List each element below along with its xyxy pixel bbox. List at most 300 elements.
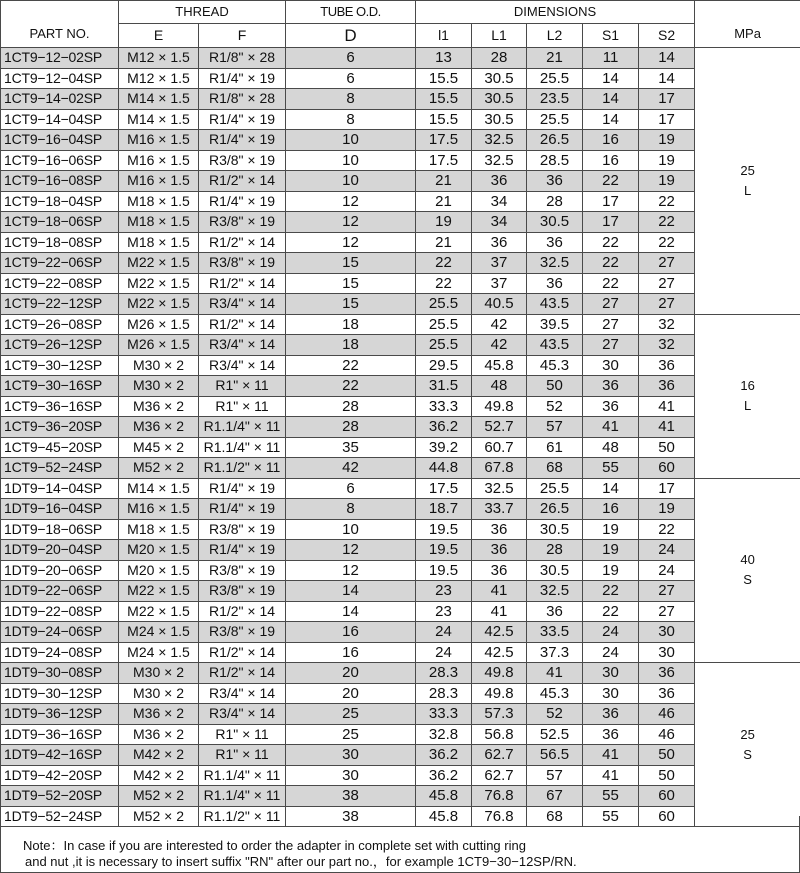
thread-e-cell: M16 × 1.5 bbox=[119, 171, 199, 192]
dim-L2-cell: 36 bbox=[527, 171, 583, 192]
thread-f-cell: R1/4" × 19 bbox=[199, 540, 286, 561]
thread-e-cell: M14 × 1.5 bbox=[119, 478, 199, 499]
table-row bbox=[1, 68, 800, 89]
dim-l1-cell: 36.2 bbox=[416, 417, 472, 438]
thread-e-cell: M18 × 1.5 bbox=[119, 212, 199, 233]
part-no-cell: 1CT9−30−16SP bbox=[1, 376, 119, 397]
thread-f-cell: R1/2" × 14 bbox=[199, 171, 286, 192]
dim-S2-cell: 27 bbox=[639, 273, 695, 294]
dim-S2-cell: 27 bbox=[639, 581, 695, 602]
thread-e-cell: M22 × 1.5 bbox=[119, 253, 199, 274]
thread-f-cell: R3/8" × 19 bbox=[199, 519, 286, 540]
dim-L2-cell: 57 bbox=[527, 417, 583, 438]
pressure-value: 25 bbox=[740, 726, 755, 742]
dim-S2-cell: 60 bbox=[639, 458, 695, 479]
thread-e-cell: M22 × 1.5 bbox=[119, 581, 199, 602]
thread-e-cell: M16 × 1.5 bbox=[119, 499, 199, 520]
part-no-cell: 1DT9−36−16SP bbox=[1, 724, 119, 745]
dim-S1-cell: 22 bbox=[583, 253, 639, 274]
dim-L2-cell: 37.3 bbox=[527, 642, 583, 663]
tube-od-cell: 6 bbox=[286, 68, 416, 89]
thread-e-cell: M36 × 2 bbox=[119, 396, 199, 417]
thread-f-cell: R1/4" × 19 bbox=[199, 130, 286, 151]
dim-S2-cell: 22 bbox=[639, 232, 695, 253]
dim-l1-cell: 25.5 bbox=[416, 335, 472, 356]
dim-S1-cell: 14 bbox=[583, 89, 639, 110]
thread-e-cell: M24 × 1.5 bbox=[119, 622, 199, 643]
tube-od-cell: 12 bbox=[286, 540, 416, 561]
dim-S2-cell: 46 bbox=[639, 704, 695, 725]
pressure-series-cell bbox=[695, 48, 800, 315]
dim-L1-cell: 60.7 bbox=[472, 437, 527, 458]
tube-od-cell: 15 bbox=[286, 294, 416, 315]
dim-l1-cell: 25.5 bbox=[416, 314, 472, 335]
dim-S2-cell: 36 bbox=[639, 376, 695, 397]
tube-od-cell: 16 bbox=[286, 642, 416, 663]
table-row bbox=[1, 212, 800, 233]
dim-l1-cell: 28.3 bbox=[416, 663, 472, 684]
thread-f-cell: R3/8" × 19 bbox=[199, 560, 286, 581]
dim-L1-cell: 30.5 bbox=[472, 89, 527, 110]
dim-L2-cell: 39.5 bbox=[527, 314, 583, 335]
dim-L1-cell: 57.3 bbox=[472, 704, 527, 725]
pressure-series-cell bbox=[695, 478, 800, 663]
dim-L1-cell: 76.8 bbox=[472, 806, 527, 827]
tube-od-cell: 8 bbox=[286, 109, 416, 130]
dim-L1-cell: 49.8 bbox=[472, 396, 527, 417]
part-no-cell: 1CT9−22−08SP bbox=[1, 273, 119, 294]
dim-l1-cell: 45.8 bbox=[416, 806, 472, 827]
tube-od-cell: 18 bbox=[286, 335, 416, 356]
thread-f-cell: R3/8" × 19 bbox=[199, 150, 286, 171]
dim-l1-cell: 17.5 bbox=[416, 150, 472, 171]
dim-L1-cell: 36 bbox=[472, 560, 527, 581]
dim-S1-cell: 55 bbox=[583, 806, 639, 827]
tube-od-cell: 42 bbox=[286, 458, 416, 479]
series-letter: S bbox=[743, 746, 752, 762]
dim-L2-cell: 26.5 bbox=[527, 130, 583, 151]
table-row bbox=[1, 786, 800, 807]
pressure-series-cell bbox=[695, 314, 800, 478]
part-no-cell: 1CT9−16−04SP bbox=[1, 130, 119, 151]
thread-f-cell: R1" × 11 bbox=[199, 396, 286, 417]
table-row bbox=[1, 519, 800, 540]
part-no-cell: 1CT9−45−20SP bbox=[1, 437, 119, 458]
dim-S2-cell: 60 bbox=[639, 806, 695, 827]
dim-S2-cell: 22 bbox=[639, 212, 695, 233]
dim-L1-cell: 36 bbox=[472, 540, 527, 561]
dim-L2-cell: 32.5 bbox=[527, 581, 583, 602]
thread-e-cell: M14 × 1.5 bbox=[119, 89, 199, 110]
dim-S2-cell: 17 bbox=[639, 89, 695, 110]
tube-od-cell: 28 bbox=[286, 396, 416, 417]
dim-L2-cell: 30.5 bbox=[527, 560, 583, 581]
dim-l1-cell: 24 bbox=[416, 622, 472, 643]
thread-e-cell: M22 × 1.5 bbox=[119, 601, 199, 622]
thread-e-cell: M42 × 2 bbox=[119, 745, 199, 766]
dim-l1-cell: 18.7 bbox=[416, 499, 472, 520]
header-L1: L1 bbox=[472, 24, 527, 48]
dim-S2-cell: 24 bbox=[639, 540, 695, 561]
tube-od-cell: 8 bbox=[286, 89, 416, 110]
dim-L2-cell: 61 bbox=[527, 437, 583, 458]
dim-S1-cell: 22 bbox=[583, 273, 639, 294]
dim-l1-cell: 23 bbox=[416, 581, 472, 602]
dim-l1-cell: 31.5 bbox=[416, 376, 472, 397]
dim-S2-cell: 14 bbox=[639, 68, 695, 89]
part-no-cell: 1CT9−30−12SP bbox=[1, 355, 119, 376]
part-no-cell: 1DT9−30−12SP bbox=[1, 683, 119, 704]
part-no-cell: 1DT9−52−20SP bbox=[1, 786, 119, 807]
dim-L1-cell: 67.8 bbox=[472, 458, 527, 479]
dim-l1-cell: 21 bbox=[416, 191, 472, 212]
dim-L1-cell: 42 bbox=[472, 335, 527, 356]
dim-L1-cell: 41 bbox=[472, 601, 527, 622]
dim-S1-cell: 14 bbox=[583, 68, 639, 89]
table-row bbox=[1, 540, 800, 561]
dim-L2-cell: 23.5 bbox=[527, 89, 583, 110]
dim-S1-cell: 55 bbox=[583, 786, 639, 807]
dim-L1-cell: 30.5 bbox=[472, 68, 527, 89]
thread-f-cell: R1/4" × 19 bbox=[199, 499, 286, 520]
dim-S2-cell: 36 bbox=[639, 663, 695, 684]
dim-L2-cell: 25.5 bbox=[527, 109, 583, 130]
table-row bbox=[1, 478, 800, 499]
pressure-value: 40 bbox=[740, 552, 755, 568]
table-row bbox=[1, 581, 800, 602]
dim-S2-cell: 46 bbox=[639, 724, 695, 745]
thread-f-cell: R1.1/4" × 11 bbox=[199, 765, 286, 786]
dim-l1-cell: 22 bbox=[416, 273, 472, 294]
thread-e-cell: M22 × 1.5 bbox=[119, 294, 199, 315]
thread-e-cell: M20 × 1.5 bbox=[119, 540, 199, 561]
thread-f-cell: R1.1/4" × 11 bbox=[199, 437, 286, 458]
dim-l1-cell: 44.8 bbox=[416, 458, 472, 479]
part-no-cell: 1DT9−42−20SP bbox=[1, 765, 119, 786]
dim-S1-cell: 36 bbox=[583, 376, 639, 397]
thread-f-cell: R1/4" × 19 bbox=[199, 109, 286, 130]
dim-S1-cell: 16 bbox=[583, 130, 639, 151]
dim-L1-cell: 30.5 bbox=[472, 109, 527, 130]
table-row bbox=[1, 724, 800, 745]
thread-f-cell: R1/2" × 14 bbox=[199, 273, 286, 294]
part-no-cell: 1DT9−16−04SP bbox=[1, 499, 119, 520]
dim-S2-cell: 19 bbox=[639, 130, 695, 151]
part-no-cell: 1CT9−26−08SP bbox=[1, 314, 119, 335]
tube-od-cell: 30 bbox=[286, 745, 416, 766]
thread-e-cell: M36 × 2 bbox=[119, 704, 199, 725]
dim-L2-cell: 43.5 bbox=[527, 294, 583, 315]
table-row bbox=[1, 417, 800, 438]
header-tube-od: TUBE O.D. bbox=[286, 1, 416, 24]
part-no-cell: 1DT9−14−04SP bbox=[1, 478, 119, 499]
part-no-cell: 1CT9−26−12SP bbox=[1, 335, 119, 356]
dim-S2-cell: 36 bbox=[639, 683, 695, 704]
tube-od-cell: 22 bbox=[286, 376, 416, 397]
dim-l1-cell: 21 bbox=[416, 232, 472, 253]
dim-L1-cell: 45.8 bbox=[472, 355, 527, 376]
tube-od-cell: 22 bbox=[286, 355, 416, 376]
dim-S1-cell: 27 bbox=[583, 335, 639, 356]
table-row bbox=[1, 683, 800, 704]
dim-L2-cell: 41 bbox=[527, 663, 583, 684]
part-no-cell: 1DT9−20−06SP bbox=[1, 560, 119, 581]
tube-od-cell: 16 bbox=[286, 622, 416, 643]
table-row bbox=[1, 273, 800, 294]
thread-f-cell: R3/8" × 19 bbox=[199, 212, 286, 233]
dim-L2-cell: 28 bbox=[527, 191, 583, 212]
dim-L2-cell: 68 bbox=[527, 458, 583, 479]
dim-l1-cell: 13 bbox=[416, 48, 472, 69]
dim-L1-cell: 37 bbox=[472, 273, 527, 294]
thread-f-cell: R1/8" × 28 bbox=[199, 48, 286, 69]
dim-S1-cell: 16 bbox=[583, 499, 639, 520]
dim-S2-cell: 27 bbox=[639, 601, 695, 622]
part-no-cell: 1DT9−30−08SP bbox=[1, 663, 119, 684]
dim-S1-cell: 17 bbox=[583, 191, 639, 212]
dim-L2-cell: 30.5 bbox=[527, 519, 583, 540]
dim-l1-cell: 28.3 bbox=[416, 683, 472, 704]
part-no-cell: 1CT9−52−24SP bbox=[1, 458, 119, 479]
dim-l1-cell: 15.5 bbox=[416, 109, 472, 130]
dim-S1-cell: 27 bbox=[583, 294, 639, 315]
part-no-cell: 1DT9−24−08SP bbox=[1, 642, 119, 663]
table-row bbox=[1, 191, 800, 212]
header-mpa: MPa bbox=[695, 1, 800, 48]
dim-L1-cell: 32.5 bbox=[472, 150, 527, 171]
dim-S2-cell: 41 bbox=[639, 417, 695, 438]
table-row bbox=[1, 437, 800, 458]
dim-S2-cell: 17 bbox=[639, 109, 695, 130]
table-row bbox=[1, 458, 800, 479]
dim-S1-cell: 36 bbox=[583, 724, 639, 745]
dim-l1-cell: 36.2 bbox=[416, 745, 472, 766]
dim-L2-cell: 56.5 bbox=[527, 745, 583, 766]
thread-e-cell: M52 × 2 bbox=[119, 458, 199, 479]
table-row bbox=[1, 89, 800, 110]
part-no-cell: 1CT9−36−20SP bbox=[1, 417, 119, 438]
thread-e-cell: M18 × 1.5 bbox=[119, 519, 199, 540]
dim-L2-cell: 36 bbox=[527, 601, 583, 622]
thread-e-cell: M42 × 2 bbox=[119, 765, 199, 786]
dim-L2-cell: 25.5 bbox=[527, 68, 583, 89]
thread-e-cell: M52 × 2 bbox=[119, 786, 199, 807]
header-dimensions: DIMENSIONS bbox=[416, 1, 695, 24]
header-part-no: PART NO. bbox=[1, 1, 119, 48]
pressure-series-cell bbox=[695, 663, 800, 827]
tube-od-cell: 6 bbox=[286, 478, 416, 499]
tube-od-cell: 38 bbox=[286, 786, 416, 807]
dim-S2-cell: 22 bbox=[639, 191, 695, 212]
thread-e-cell: M14 × 1.5 bbox=[119, 109, 199, 130]
table-row bbox=[1, 601, 800, 622]
part-no-cell: 1CT9−36−16SP bbox=[1, 396, 119, 417]
table-row bbox=[1, 48, 800, 69]
tube-od-cell: 25 bbox=[286, 704, 416, 725]
thread-f-cell: R1/2" × 14 bbox=[199, 601, 286, 622]
tube-od-cell: 38 bbox=[286, 806, 416, 827]
dim-l1-cell: 19 bbox=[416, 212, 472, 233]
dim-L1-cell: 32.5 bbox=[472, 478, 527, 499]
dim-S1-cell: 36 bbox=[583, 396, 639, 417]
part-no-cell: 1CT9−22−12SP bbox=[1, 294, 119, 315]
dim-l1-cell: 15.5 bbox=[416, 89, 472, 110]
thread-e-cell: M30 × 2 bbox=[119, 376, 199, 397]
part-no-cell: 1CT9−18−08SP bbox=[1, 232, 119, 253]
series-letter: L bbox=[743, 398, 752, 413]
tube-od-cell: 25 bbox=[286, 724, 416, 745]
dim-S2-cell: 41 bbox=[639, 396, 695, 417]
dim-S2-cell: 27 bbox=[639, 294, 695, 315]
dim-S2-cell: 50 bbox=[639, 765, 695, 786]
tube-od-cell: 30 bbox=[286, 765, 416, 786]
header-L2: L2 bbox=[527, 24, 583, 48]
dim-S1-cell: 22 bbox=[583, 581, 639, 602]
thread-e-cell: M18 × 1.5 bbox=[119, 232, 199, 253]
part-no-cell: 1DT9−22−06SP bbox=[1, 581, 119, 602]
thread-e-cell: M22 × 1.5 bbox=[119, 273, 199, 294]
header-f: F bbox=[199, 24, 286, 48]
tube-od-cell: 6 bbox=[286, 48, 416, 69]
dim-S2-cell: 24 bbox=[639, 560, 695, 581]
dim-l1-cell: 17.5 bbox=[416, 478, 472, 499]
dim-S1-cell: 22 bbox=[583, 232, 639, 253]
thread-f-cell: R1/8" × 28 bbox=[199, 89, 286, 110]
dim-L1-cell: 37 bbox=[472, 253, 527, 274]
dim-l1-cell: 15.5 bbox=[416, 68, 472, 89]
thread-e-cell: M12 × 1.5 bbox=[119, 68, 199, 89]
dim-L2-cell: 26.5 bbox=[527, 499, 583, 520]
thread-e-cell: M16 × 1.5 bbox=[119, 150, 199, 171]
thread-f-cell: R1/2" × 14 bbox=[199, 314, 286, 335]
thread-f-cell: R1.1/4" × 11 bbox=[199, 786, 286, 807]
dim-S1-cell: 36 bbox=[583, 704, 639, 725]
part-no-cell: 1DT9−18−06SP bbox=[1, 519, 119, 540]
thread-e-cell: M52 × 2 bbox=[119, 806, 199, 827]
dim-L2-cell: 32.5 bbox=[527, 253, 583, 274]
dim-L2-cell: 52 bbox=[527, 396, 583, 417]
dim-L2-cell: 50 bbox=[527, 376, 583, 397]
dim-L1-cell: 42.5 bbox=[472, 622, 527, 643]
thread-e-cell: M30 × 2 bbox=[119, 683, 199, 704]
table-row bbox=[1, 314, 800, 335]
dim-l1-cell: 19.5 bbox=[416, 540, 472, 561]
thread-f-cell: R1/4" × 19 bbox=[199, 68, 286, 89]
tube-od-cell: 10 bbox=[286, 519, 416, 540]
header-l1: l1 bbox=[416, 24, 472, 48]
dim-L1-cell: 76.8 bbox=[472, 786, 527, 807]
thread-f-cell: R3/4" × 14 bbox=[199, 294, 286, 315]
thread-f-cell: R3/4" × 14 bbox=[199, 704, 286, 725]
dim-S1-cell: 30 bbox=[583, 683, 639, 704]
dim-L2-cell: 36 bbox=[527, 273, 583, 294]
thread-e-cell: M18 × 1.5 bbox=[119, 191, 199, 212]
tube-od-cell: 28 bbox=[286, 417, 416, 438]
dim-l1-cell: 25.5 bbox=[416, 294, 472, 315]
tube-od-cell: 20 bbox=[286, 663, 416, 684]
dim-L1-cell: 49.8 bbox=[472, 683, 527, 704]
dim-S1-cell: 11 bbox=[583, 48, 639, 69]
part-no-cell: 1CT9−16−06SP bbox=[1, 150, 119, 171]
dim-l1-cell: 19.5 bbox=[416, 560, 472, 581]
dim-S2-cell: 17 bbox=[639, 478, 695, 499]
thread-f-cell: R3/4" × 14 bbox=[199, 335, 286, 356]
dim-S1-cell: 14 bbox=[583, 478, 639, 499]
table-row bbox=[1, 294, 800, 315]
series-letter: L bbox=[743, 182, 752, 198]
table-row bbox=[1, 745, 800, 766]
dim-L1-cell: 48 bbox=[472, 376, 527, 397]
dim-S1-cell: 48 bbox=[583, 437, 639, 458]
part-no-cell: 1CT9−22−06SP bbox=[1, 253, 119, 274]
dim-l1-cell: 36.2 bbox=[416, 765, 472, 786]
part-no-cell: 1DT9−42−16SP bbox=[1, 745, 119, 766]
thread-f-cell: R3/4" × 14 bbox=[199, 355, 286, 376]
dim-S2-cell: 27 bbox=[639, 253, 695, 274]
dim-L2-cell: 57 bbox=[527, 765, 583, 786]
dim-S1-cell: 16 bbox=[583, 150, 639, 171]
dim-L1-cell: 62.7 bbox=[472, 765, 527, 786]
tube-od-cell: 35 bbox=[286, 437, 416, 458]
pressure-value: 16 bbox=[740, 378, 755, 393]
dim-S1-cell: 41 bbox=[583, 745, 639, 766]
part-no-cell: 1CT9−18−06SP bbox=[1, 212, 119, 233]
thread-f-cell: R1.1/4" × 11 bbox=[199, 417, 286, 438]
part-no-cell: 1CT9−16−08SP bbox=[1, 171, 119, 192]
dim-S2-cell: 30 bbox=[639, 642, 695, 663]
table-body bbox=[1, 48, 800, 827]
dim-L1-cell: 62.7 bbox=[472, 745, 527, 766]
dim-L1-cell: 36 bbox=[472, 232, 527, 253]
dim-l1-cell: 29.5 bbox=[416, 355, 472, 376]
dim-L1-cell: 56.8 bbox=[472, 724, 527, 745]
dim-L2-cell: 43.5 bbox=[527, 335, 583, 356]
dim-S1-cell: 19 bbox=[583, 540, 639, 561]
dim-L1-cell: 41 bbox=[472, 581, 527, 602]
header-thread: THREAD bbox=[119, 1, 286, 24]
thread-e-cell: M30 × 2 bbox=[119, 355, 199, 376]
dim-L2-cell: 21 bbox=[527, 48, 583, 69]
part-no-cell: 1DT9−52−24SP bbox=[1, 806, 119, 827]
dim-L1-cell: 34 bbox=[472, 212, 527, 233]
dim-L1-cell: 52.7 bbox=[472, 417, 527, 438]
tube-od-cell: 12 bbox=[286, 560, 416, 581]
thread-e-cell: M36 × 2 bbox=[119, 417, 199, 438]
dim-l1-cell: 33.3 bbox=[416, 704, 472, 725]
series-letter: S bbox=[743, 572, 752, 588]
thread-f-cell: R3/8" × 19 bbox=[199, 622, 286, 643]
table-row bbox=[1, 560, 800, 581]
thread-f-cell: R1/2" × 14 bbox=[199, 663, 286, 684]
dim-S2-cell: 32 bbox=[639, 335, 695, 356]
part-no-cell: 1DT9−24−06SP bbox=[1, 622, 119, 643]
dim-S1-cell: 22 bbox=[583, 601, 639, 622]
thread-e-cell: M16 × 1.5 bbox=[119, 130, 199, 151]
dim-S1-cell: 41 bbox=[583, 765, 639, 786]
dim-l1-cell: 17.5 bbox=[416, 130, 472, 151]
dim-L2-cell: 25.5 bbox=[527, 478, 583, 499]
table-row bbox=[1, 355, 800, 376]
dim-L1-cell: 32.5 bbox=[472, 130, 527, 151]
header-e: E bbox=[119, 24, 199, 48]
tube-od-cell: 18 bbox=[286, 314, 416, 335]
thread-f-cell: R1/4" × 19 bbox=[199, 191, 286, 212]
table-row bbox=[1, 704, 800, 725]
tube-od-cell: 10 bbox=[286, 171, 416, 192]
table-row bbox=[1, 499, 800, 520]
thread-e-cell: M36 × 2 bbox=[119, 724, 199, 745]
table-row bbox=[1, 130, 800, 151]
